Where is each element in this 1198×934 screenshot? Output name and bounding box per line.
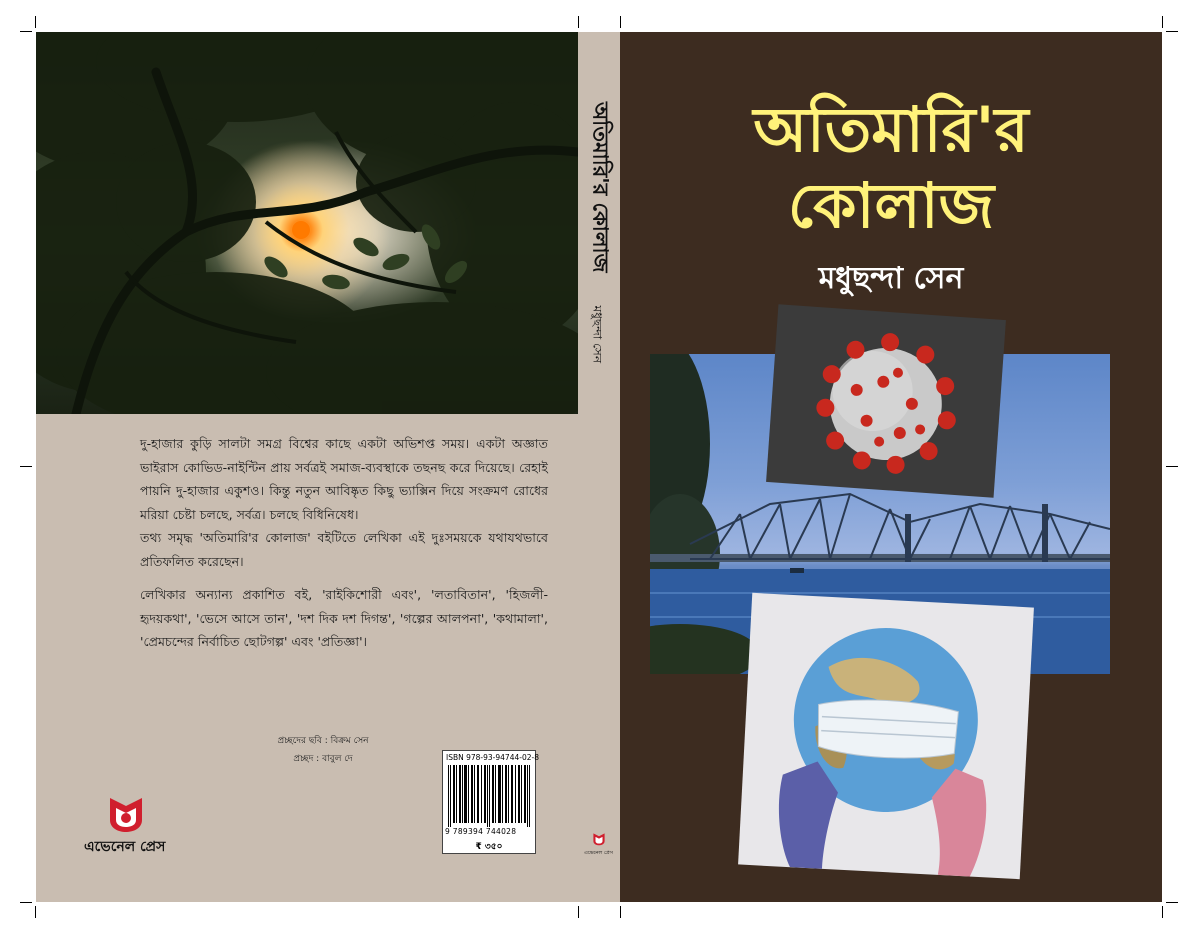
crop-mark [1162,16,1163,28]
spine [578,32,620,902]
cover-design-credit: প্রচ্ছদ : বাবুল দে [293,754,353,764]
back-cover-blurb [140,432,548,664]
title-line-1: অতিমারি'র [753,93,1029,166]
isbn-label: ISBN 978-93-94744-02-8 [446,753,539,762]
book-title [620,92,1162,244]
crop-mark [1166,31,1178,32]
globe-illustration [738,593,1034,879]
other-books-paragraph: লেখিকার অন্যান্য প্রকাশিত বই, 'রাইকিশোরী এবং', 'লতাবিতান', 'হিজলী-হৃদয়কথা', 'ভেসে আসে তান', 'দশ দিক দশ দিগন্ত', 'গল্পের আলপনা', 'কথামালা', 'প্রেমচন্দের নির্বাচিত ছোটগল্প' এবং 'প্রতিজ্ঞা'। [140,587,548,649]
crop-mark [578,16,579,28]
virus-illustration [766,304,1006,497]
sun-glow [292,221,310,239]
crop-mark [620,16,621,28]
barcode-bars [446,765,532,827]
crop-mark [620,906,621,918]
tree-silhouette [36,32,578,414]
price-label: ₹ ৩৫০ [475,842,503,852]
crop-mark [20,31,32,32]
crop-mark [35,906,36,918]
crop-mark [35,16,36,28]
crop-mark [20,902,32,903]
crop-mark [1166,466,1178,467]
crop-mark [578,906,579,918]
isbn-barcode [442,750,539,854]
back-cover [36,32,578,902]
publisher-logo-icon [106,794,146,834]
spine-publisher: এভেনেল প্রেস [584,850,613,856]
coronavirus-image [766,304,1006,497]
credits [258,732,388,768]
crop-mark [1162,906,1163,918]
barcode-digits: 9 789394 744028 [445,827,517,836]
spine-publisher-logo-icon [590,832,608,846]
blurb-paragraph: তথ্য সমৃদ্ধ 'অতিমারি'র কোলাজ' বইটিতে লেখিকা এই দুঃসময়কে যথাযথভাবে প্রতিফলিত করেছেন। [140,530,548,569]
masked-globe-image [738,593,1034,879]
author-name: মধুছন্দা সেন [818,261,964,296]
spine-text [582,102,617,363]
publisher-name: এভেনেল প্রেস [84,839,166,855]
crop-mark [1166,902,1178,903]
spine-title: অতিমারি'র কোলাজ [588,102,613,273]
front-cover [620,32,1162,902]
blurb-paragraph: দু-হাজার কুড়ি সালটা সমগ্র বিশ্বের কাছে একটা অভিশপ্ত সময়। একটা অজ্ঞাত ভাইরাস কোভিড-নাইন্টিন প্রায় সর্বত্রই সমাজ-ব্যবস্থাকে তছনছ করে দিয়েছে। রেহাই পায়নি দু-হাজার একুশও। কিন্তু নতুন আবিষ্কৃত কিছু ভ্যাক্সিন দিয়ে সংক্রমণ রোধের মরিয়া চেষ্টা চলছে, সর্বত্র। চলছে বিধিনিষেধ। [140,436,548,522]
title-line-2: কোলাজ [787,169,995,242]
crop-mark [20,466,32,467]
spine-author: মধুছন্দা সেন [590,305,605,364]
cover-photo-credit: প্রচ্ছদের ছবি : বিক্রম সেন [277,736,369,746]
back-cover-tree-photo [36,32,578,414]
